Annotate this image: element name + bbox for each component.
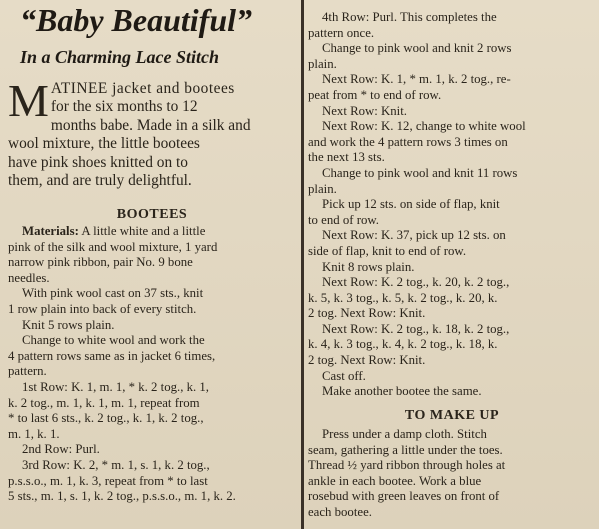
intro-paragraph xyxy=(8,75,296,190)
instruction-line xyxy=(308,353,596,369)
instruction-line xyxy=(8,489,296,505)
instruction-line xyxy=(308,104,596,120)
line-text: 2 tog. Next Row: Knit. xyxy=(308,353,426,368)
line-text: k. 4, k. 3 tog., k. 4, k. 2 tog., k. 18, k. xyxy=(308,337,498,352)
right-column xyxy=(306,0,599,529)
instruction-line xyxy=(8,380,296,396)
line-text: Press under a damp cloth. Stitch xyxy=(322,427,487,441)
line-text: Knit 8 rows plain. xyxy=(322,259,415,274)
instruction-line xyxy=(308,322,596,338)
instruction-line xyxy=(308,489,596,505)
column-divider xyxy=(301,0,304,529)
line-text: Next Row: K. 37, pick up 12 sts. on xyxy=(322,228,506,243)
instruction-line xyxy=(308,26,596,42)
line-text: peat from * to end of row. xyxy=(308,87,442,102)
intro-line: for the six months to 12 xyxy=(50,98,198,116)
line-text: side of flap, knit to end of row. xyxy=(308,243,467,258)
line-text: pink of the silk and wool mixture, 1 yard xyxy=(8,239,218,254)
left-column xyxy=(0,0,298,529)
instruction-line xyxy=(308,306,596,322)
line-text: rosebud with green leaves on front of xyxy=(308,489,500,504)
make-up-instructions xyxy=(308,427,596,521)
line-text: k. 5, k. 3 tog., k. 5, k. 2 tog., k. 20, k. xyxy=(308,290,498,305)
line-text: 4 pattern rows same as in jacket 6 times, xyxy=(8,348,216,363)
instruction-line xyxy=(308,260,596,276)
instruction-line xyxy=(308,41,596,57)
instruction-line xyxy=(308,10,596,26)
intro-line: have pink shoes knitted on to xyxy=(8,153,188,171)
instruction-line xyxy=(308,427,596,443)
instruction-line xyxy=(308,72,596,88)
line-text: Next Row: K. 2 tog., k. 18, k. 2 tog., xyxy=(322,321,510,336)
bootees-instructions xyxy=(8,224,296,505)
line-text: narrow pink ribbon, pair No. 9 bone xyxy=(8,255,193,270)
line-text: seam, gathering a little under the toes. xyxy=(308,442,503,457)
instruction-line xyxy=(8,286,296,302)
instruction-line xyxy=(308,337,596,353)
drop-cap: M xyxy=(8,75,49,126)
line-text: * to last 6 sts., k. 2 tog., k. 1, k. 2 tog., xyxy=(8,411,204,426)
line-text: and work the 4 pattern rows 3 times on xyxy=(308,134,508,149)
instruction-line xyxy=(308,443,596,459)
line-text: A little white and a little xyxy=(78,224,206,238)
line-text: With pink wool cast on 37 sts., knit xyxy=(22,286,204,301)
line-text: plain. xyxy=(308,56,337,71)
instruction-line xyxy=(8,427,296,443)
line-text: 2 tog. Next Row: Knit. xyxy=(308,306,426,321)
instruction-line xyxy=(308,369,596,385)
line-text: Change to pink wool and knit 11 rows xyxy=(322,165,518,180)
intro-line: months babe. Made in a silk and xyxy=(50,116,251,134)
instruction-line xyxy=(308,384,596,400)
intro-lines xyxy=(8,75,296,190)
instruction-line xyxy=(308,228,596,244)
line-text: pattern once. xyxy=(308,25,375,40)
instruction-line xyxy=(8,458,296,474)
line-text: plain. xyxy=(308,181,337,196)
instruction-line xyxy=(308,119,596,135)
make-up-heading: TO MAKE UP xyxy=(404,408,500,423)
bootees-heading: BOOTEES xyxy=(116,207,188,222)
instruction-line xyxy=(8,364,296,380)
line-text: 1 row plain into back of every stitch. xyxy=(8,301,197,316)
instruction-line xyxy=(308,166,596,182)
line-text: ankle in each bootee. Work a blue xyxy=(308,473,482,488)
materials-label: Materials: xyxy=(22,224,79,238)
line-text: 5 sts., m. 1, s. 1, k. 2 tog., p.s.s.o., m. 1, k. 2. xyxy=(8,489,236,504)
instruction-line xyxy=(308,458,596,474)
instruction-line xyxy=(8,411,296,427)
line-text: Next Row: K. 2 tog., k. 20, k. 2 tog., xyxy=(322,275,510,290)
instruction-line xyxy=(308,291,596,307)
line-text: Knit 5 rows plain. xyxy=(22,317,115,332)
intro-line: them, and are truly delightful. xyxy=(8,172,192,190)
instruction-line xyxy=(8,224,296,240)
instruction-line xyxy=(8,474,296,490)
line-text: Next Row: K. 12, change to white wool xyxy=(322,119,526,134)
instruction-line xyxy=(308,244,596,260)
intro-line: ATINEE jacket and bootees xyxy=(50,80,235,97)
line-text: needles. xyxy=(8,270,50,285)
instruction-line xyxy=(8,302,296,318)
article-subtitle: In a Charming Lace Stitch xyxy=(20,47,220,67)
instruction-line xyxy=(308,505,596,521)
instruction-line xyxy=(308,182,596,198)
instruction-line xyxy=(8,271,296,287)
line-text: the next 13 sts. xyxy=(308,150,385,165)
line-text: k. 2 tog., m. 1, k. 1, m. 1, repeat from xyxy=(8,395,200,410)
line-text: 2nd Row: Purl. xyxy=(22,442,100,457)
instruction-line xyxy=(8,333,296,349)
instruction-line xyxy=(8,442,296,458)
line-text: 1st Row: K. 1, m. 1, * k. 2 tog., k. 1, xyxy=(22,379,209,394)
line-text: Next Row: Knit. xyxy=(322,103,407,118)
line-text: m. 1, k. 1. xyxy=(8,426,60,441)
instruction-line xyxy=(308,474,596,490)
line-text: Pick up 12 sts. on side of flap, knit xyxy=(322,197,500,212)
line-text: Next Row: K. 1, * m. 1, k. 2 tog., re- xyxy=(322,72,511,87)
instruction-line xyxy=(308,88,596,104)
instruction-line xyxy=(8,240,296,256)
instruction-line xyxy=(8,396,296,412)
intro-line: wool mixture, the little bootees xyxy=(8,135,200,153)
pattern-instructions xyxy=(308,10,596,400)
instruction-line xyxy=(308,275,596,291)
instruction-line xyxy=(308,213,596,229)
instruction-line xyxy=(8,349,296,365)
line-text: to end of row. xyxy=(308,212,379,227)
line-text: Change to white wool and work the xyxy=(22,333,205,348)
line-text: Thread ½ yard ribbon through holes at xyxy=(308,458,506,473)
line-text: p.s.s.o., m. 1, k. 3, repeat from * to last xyxy=(8,473,208,488)
line-text: each bootee. xyxy=(308,504,372,519)
line-text: Change to pink wool and knit 2 rows xyxy=(322,41,512,56)
instruction-line xyxy=(308,57,596,73)
line-text: Make another bootee the same. xyxy=(322,384,482,399)
instruction-line xyxy=(308,150,596,166)
instruction-line xyxy=(308,197,596,213)
line-text: Cast off. xyxy=(322,368,366,383)
line-text: 4th Row: Purl. This completes the xyxy=(322,10,497,24)
article-title: “Baby Beautiful” xyxy=(20,2,253,38)
line-text: 3rd Row: K. 2, * m. 1, s. 1, k. 2 tog., xyxy=(22,457,210,472)
instruction-line xyxy=(308,135,596,151)
instruction-line xyxy=(8,255,296,271)
line-text: pattern. xyxy=(8,364,47,379)
instruction-line xyxy=(8,318,296,334)
